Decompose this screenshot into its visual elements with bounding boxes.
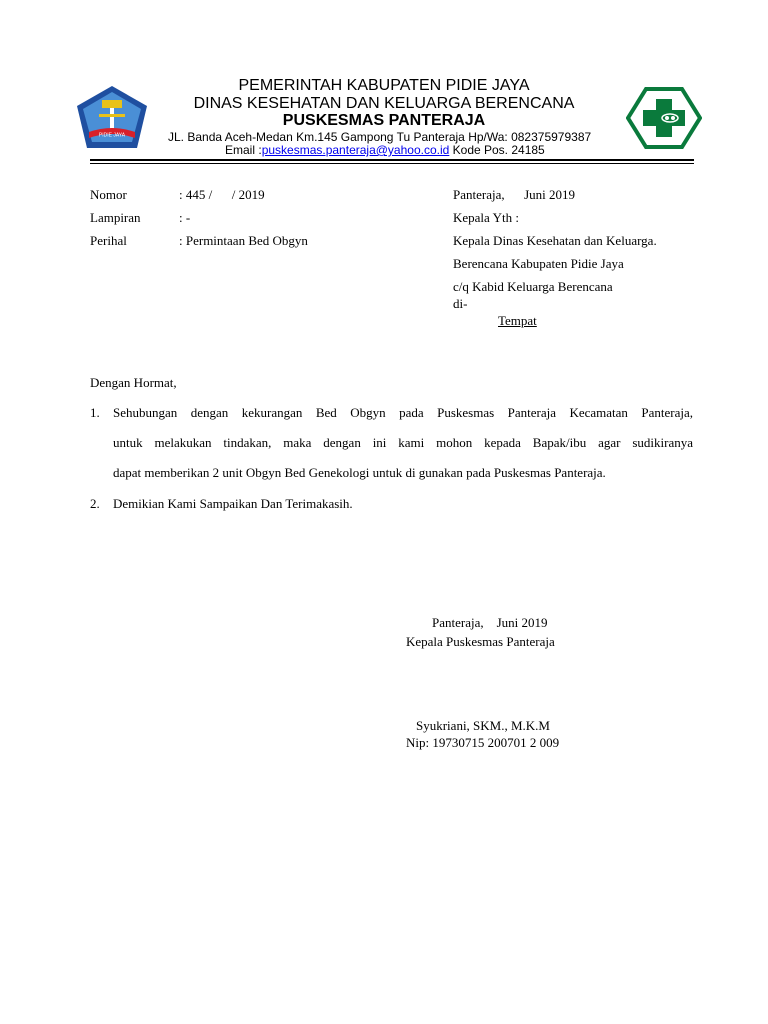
email-link[interactable]: puskesmas.panteraja@yahoo.co.id bbox=[261, 143, 450, 157]
signature-name: Syukriani, SKM., M.K.M bbox=[416, 718, 550, 733]
nomor-value: : 445 / / 2019 bbox=[179, 187, 265, 202]
recipient-place bbox=[498, 313, 537, 329]
letterhead-rule-thin bbox=[90, 163, 694, 164]
signature-nip: Nip: 19730715 200701 2 009 bbox=[406, 735, 560, 750]
signature-title: Kepala Puskesmas Panteraja bbox=[406, 634, 555, 649]
perihal-value: : Permintaan Bed Obgyn bbox=[179, 233, 308, 248]
email-suffix: Kode Pos. 24185 bbox=[449, 143, 545, 157]
logo-left-text: PIDIE JAYA bbox=[98, 132, 126, 139]
item-2-line-1: Demikian Kami Sampaikan Dan Terimakasih. bbox=[113, 496, 353, 511]
signature-place-date: Panteraja, Juni 2019 bbox=[432, 615, 548, 630]
item-2-number: 2. bbox=[90, 496, 100, 511]
puskesmas-cross-icon bbox=[626, 87, 702, 149]
letterhead-rule-thick bbox=[90, 159, 694, 161]
greeting: Dengan Hormat, bbox=[90, 375, 177, 390]
perihal-label: Perihal bbox=[90, 233, 127, 248]
kop-line-1: PEMERINTAH KABUPATEN PIDIE JAYA bbox=[238, 77, 530, 94]
recipient-line-4: di- bbox=[453, 296, 468, 311]
email-prefix: Email : bbox=[225, 143, 262, 157]
kop-line-3: PUSKESMAS PANTERAJA bbox=[282, 112, 486, 129]
lampiran-value: : - bbox=[179, 210, 191, 225]
kop-address: JL. Banda Aceh-Medan Km.145 Gampong Tu Panteraja Hp/Wa: 082375979387 bbox=[168, 130, 592, 144]
recipient-to-label: Kepala Yth : bbox=[453, 210, 519, 225]
recipient-place-text: Tempat bbox=[498, 313, 537, 328]
recipient-line-3: c/q Kabid Keluarga Berencana bbox=[453, 279, 613, 294]
kop-email-line bbox=[225, 143, 545, 157]
recipient-place-date: Panteraja, Juni 2019 bbox=[453, 187, 576, 202]
lampiran-label: Lampiran bbox=[90, 210, 141, 225]
nomor-label: Nomor bbox=[90, 187, 127, 202]
item-1-line-2: untuk melakukan tindakan, maka dengan ini kami mohon kepada Bapak/ibu agar sudikiranya bbox=[113, 435, 693, 450]
item-1-number: 1. bbox=[90, 405, 100, 420]
item-1-line-1: Sehubungan dengan kekurangan Bed Obgyn pada Puskesmas Panteraja Kecamatan Panteraja, bbox=[113, 405, 693, 420]
kop-line-2: DINAS KESEHATAN DAN KELUARGA BERENCANA bbox=[193, 95, 575, 112]
item-1-line-3: dapat memberikan 2 unit Obgyn Bed Genekologi untuk di gunakan pada Puskesmas Panteraja. bbox=[113, 465, 606, 480]
recipient-line-2: Berencana Kabupaten Pidie Jaya bbox=[453, 256, 624, 271]
recipient-line-1: Kepala Dinas Kesehatan dan Keluarga. bbox=[453, 233, 657, 248]
